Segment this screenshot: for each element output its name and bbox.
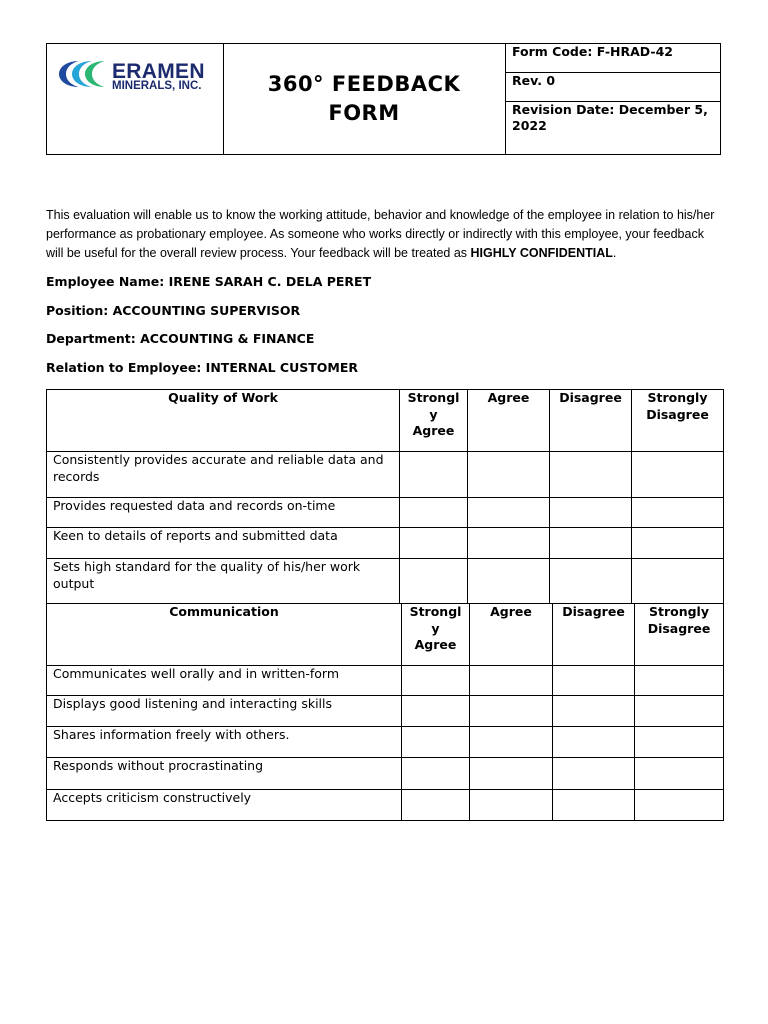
rating-cell-agree[interactable] bbox=[470, 696, 553, 727]
rating-cell-strongly-agree[interactable] bbox=[400, 498, 468, 528]
rating-cell-disagree[interactable] bbox=[553, 790, 635, 821]
rating-cell-strongly-agree[interactable] bbox=[400, 559, 468, 604]
header-strongly-disagree: Strongly Disagree bbox=[632, 390, 724, 452]
rating-cell-disagree[interactable] bbox=[550, 559, 632, 604]
form-code: Form Code: F-HRAD-42 bbox=[506, 44, 720, 73]
form-title bbox=[223, 44, 506, 154]
rating-cell-strongly-agree[interactable] bbox=[400, 452, 468, 498]
rating-cell-disagree[interactable] bbox=[553, 696, 635, 727]
header-disagree: Disagree bbox=[550, 390, 632, 452]
logo-subtitle: MINERALS, INC. bbox=[112, 80, 202, 92]
header-strongly-agree: Strongl y Agree bbox=[400, 390, 468, 452]
communication-table bbox=[46, 603, 724, 821]
position: Position: ACCOUNTING SUPERVISOR bbox=[46, 303, 301, 318]
table-row bbox=[47, 528, 724, 559]
revision-date-line1: Revision Date: December 5, bbox=[512, 102, 708, 117]
rating-cell-agree[interactable] bbox=[470, 666, 553, 696]
rating-cell-disagree[interactable] bbox=[553, 758, 635, 790]
rating-cell-strongly-disagree[interactable] bbox=[632, 452, 724, 498]
rating-cell-strongly-agree[interactable] bbox=[402, 696, 470, 727]
form-title-line2: FORM bbox=[328, 101, 400, 125]
item-label: Provides requested data and records on-time bbox=[47, 498, 400, 528]
intro-paragraph bbox=[46, 206, 722, 263]
revision-date bbox=[506, 102, 720, 154]
item-label: Consistently provides accurate and reliable data and records bbox=[47, 452, 400, 498]
employee-name: Employee Name: IRENE SARAH C. DELA PERET bbox=[46, 274, 372, 289]
intro-emphasis: HIGHLY CONFIDENTIAL bbox=[470, 246, 613, 260]
header-disagree: Disagree bbox=[553, 604, 635, 666]
quality-heading: Quality of Work bbox=[47, 390, 400, 452]
intro-text: This evaluation will enable us to know the working attitude, behavior and knowledge of the employee in relation to his/her performance as probationary employee. As someone who works directly or indirectly with this employee, your feedback will be useful for the overall review process. Your feedback will be treated as bbox=[46, 208, 715, 260]
table-row bbox=[47, 727, 724, 758]
rating-cell-strongly-disagree[interactable] bbox=[635, 727, 724, 758]
rating-cell-disagree[interactable] bbox=[550, 528, 632, 559]
revision-number: Rev. 0 bbox=[506, 73, 720, 102]
rating-cell-agree[interactable] bbox=[468, 559, 550, 604]
table-row bbox=[47, 758, 724, 790]
header-agree: Agree bbox=[468, 390, 550, 452]
item-label: Responds without procrastinating bbox=[47, 758, 402, 790]
item-label: Keen to details of reports and submitted data bbox=[47, 528, 400, 559]
rating-cell-disagree[interactable] bbox=[550, 498, 632, 528]
revision-date-line2: 2022 bbox=[512, 118, 547, 133]
rating-cell-strongly-disagree[interactable] bbox=[632, 559, 724, 604]
table-row bbox=[47, 696, 724, 727]
rating-cell-agree[interactable] bbox=[470, 790, 553, 821]
header-strongly-disagree: Strongly Disagree bbox=[635, 604, 724, 666]
rating-cell-strongly-agree[interactable] bbox=[402, 790, 470, 821]
logo-cell bbox=[47, 44, 224, 154]
relation-to-employee: Relation to Employee: INTERNAL CUSTOMER bbox=[46, 360, 359, 375]
header-strongly-agree: Strongl y Agree bbox=[402, 604, 470, 666]
rating-cell-strongly-agree[interactable] bbox=[400, 528, 468, 559]
form-title-line1: 360° FEEDBACK bbox=[267, 72, 461, 96]
table-row bbox=[47, 559, 724, 604]
intro-end: . bbox=[612, 246, 617, 260]
rating-cell-strongly-disagree[interactable] bbox=[632, 498, 724, 528]
rating-cell-disagree[interactable] bbox=[553, 666, 635, 696]
rating-cell-agree[interactable] bbox=[470, 727, 553, 758]
department: Department: ACCOUNTING & FINANCE bbox=[46, 331, 315, 346]
rating-cell-strongly-disagree[interactable] bbox=[635, 666, 724, 696]
rating-cell-agree[interactable] bbox=[468, 452, 550, 498]
rating-cell-strongly-disagree[interactable] bbox=[635, 790, 724, 821]
rating-cell-disagree[interactable] bbox=[553, 727, 635, 758]
header-agree: Agree bbox=[470, 604, 553, 666]
rating-cell-strongly-agree[interactable] bbox=[402, 666, 470, 696]
form-header bbox=[46, 43, 721, 155]
rating-cell-strongly-disagree[interactable] bbox=[635, 696, 724, 727]
item-label: Shares information freely with others. bbox=[47, 727, 402, 758]
communication-header-row bbox=[47, 604, 724, 666]
table-row bbox=[47, 666, 724, 696]
table-row bbox=[47, 452, 724, 498]
item-label: Displays good listening and interacting skills bbox=[47, 696, 402, 727]
logo-name: ERAMEN bbox=[112, 60, 205, 83]
rating-cell-agree[interactable] bbox=[470, 758, 553, 790]
rating-cell-agree[interactable] bbox=[468, 498, 550, 528]
item-label: Communicates well orally and in written-form bbox=[47, 666, 402, 696]
rating-cell-strongly-disagree[interactable] bbox=[632, 528, 724, 559]
rating-cell-agree[interactable] bbox=[468, 528, 550, 559]
communication-heading: Communication bbox=[47, 604, 402, 666]
rating-cell-disagree[interactable] bbox=[550, 452, 632, 498]
form-meta bbox=[506, 44, 720, 154]
table-row bbox=[47, 790, 724, 821]
rating-cell-strongly-disagree[interactable] bbox=[635, 758, 724, 790]
rating-cell-strongly-agree[interactable] bbox=[402, 727, 470, 758]
quality-header-row bbox=[47, 390, 724, 452]
table-row bbox=[47, 498, 724, 528]
quality-of-work-table bbox=[46, 389, 724, 604]
company-logo-icon bbox=[57, 58, 113, 90]
item-label: Accepts criticism constructively bbox=[47, 790, 402, 821]
rating-cell-strongly-agree[interactable] bbox=[402, 758, 470, 790]
item-label: Sets high standard for the quality of his/her work output bbox=[47, 559, 400, 604]
